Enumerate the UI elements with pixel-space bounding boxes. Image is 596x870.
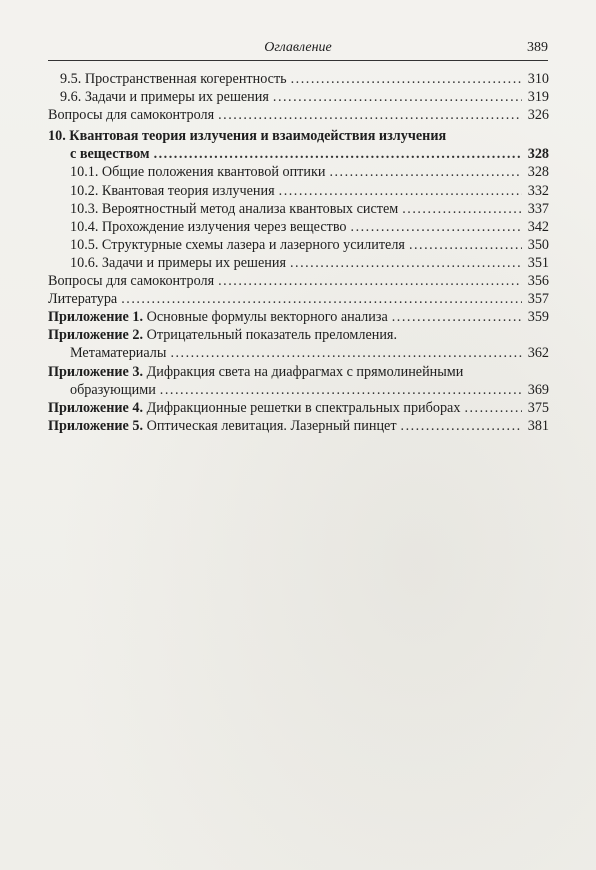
toc-entry[interactable] [48, 163, 549, 181]
dot-leader [291, 70, 522, 88]
toc-entry-text: Вопросы для самоконтроля [48, 273, 215, 290]
toc-entry-title [70, 381, 156, 399]
toc-entry-title [70, 344, 166, 362]
toc-entry-title [60, 88, 269, 106]
toc-line [48, 363, 549, 381]
appendix-label: Приложение 2. [48, 327, 144, 344]
toc-entry-title [48, 272, 214, 290]
appendix-label: Приложение 4. [48, 399, 144, 416]
toc-entry-text: 10.1. Общие положения квантовой оптики [70, 164, 326, 181]
toc-entry-text: Основные формулы векторного анализа [143, 309, 388, 326]
toc-page-number: 350 [527, 236, 549, 253]
toc-entry[interactable] [48, 182, 549, 200]
appendix-label: Приложение 1. [48, 309, 144, 326]
toc-page-number: 356 [527, 273, 549, 290]
dot-leader [273, 88, 522, 106]
toc-page-number: 332 [527, 182, 549, 199]
toc-entry[interactable] [48, 326, 549, 362]
toc-entry-title [70, 200, 398, 218]
toc-entry[interactable] [48, 127, 549, 163]
toc-page-number: 328 [527, 146, 549, 163]
dot-leader [218, 106, 522, 124]
page-header [48, 38, 548, 61]
toc-page-number: 381 [527, 417, 549, 434]
toc-page-number: 369 [527, 381, 549, 398]
dot-leader [160, 381, 522, 399]
dot-leader [329, 163, 522, 181]
page-number: 389 [527, 40, 548, 55]
toc-line [48, 417, 549, 435]
toc-entry[interactable] [48, 106, 549, 124]
toc-line [48, 236, 549, 254]
dot-leader [401, 417, 522, 435]
dot-leader [170, 344, 522, 362]
toc-page-number: 342 [527, 218, 549, 235]
toc-line [48, 145, 549, 163]
dot-leader [279, 182, 522, 200]
toc-entry-title [70, 182, 275, 200]
toc-entry-text: 9.5. Пространственная когерентность [60, 71, 287, 87]
toc-entry-title [60, 70, 287, 88]
toc-entry[interactable] [48, 290, 549, 308]
toc-entry-text: Вопросы для самоконтроля [48, 107, 215, 124]
dot-leader [409, 236, 522, 254]
toc-entry[interactable] [48, 88, 549, 106]
dot-leader [464, 399, 522, 417]
toc-entry[interactable] [48, 200, 549, 218]
toc-entry-text: Метаматериалы [70, 345, 167, 362]
toc-entry-text: Отрицательный показатель преломления. [143, 327, 398, 344]
toc-entry-text: Оптическая левитация. Лазерный пинцет [143, 417, 397, 434]
toc-entry[interactable] [48, 399, 549, 417]
toc-entry-text: 10.2. Квантовая теория излучения [70, 182, 275, 199]
toc-entry[interactable] [48, 254, 549, 272]
toc-entry-title [48, 106, 214, 124]
toc-entry-title [70, 163, 325, 181]
toc-entry[interactable] [48, 236, 549, 254]
toc-line [48, 88, 549, 106]
toc-page-number: 337 [527, 200, 549, 217]
toc-entry-title [70, 254, 286, 272]
toc-line [48, 399, 549, 417]
toc-line [48, 344, 549, 362]
toc-page-number: 375 [527, 399, 549, 416]
toc-page-number: 357 [527, 291, 549, 308]
toc-page-number: 359 [527, 309, 549, 326]
toc-entry-text: 10.3. Вероятностный метод анализа квантовых систем [70, 200, 399, 217]
toc-line [48, 106, 549, 124]
toc-line [48, 200, 549, 218]
table-of-contents [48, 70, 549, 435]
toc-entry-title [48, 290, 117, 308]
dot-leader [218, 272, 522, 290]
toc-entry[interactable] [48, 417, 549, 435]
toc-entry-title [70, 218, 347, 236]
dot-leader [154, 145, 522, 163]
toc-entry[interactable] [48, 308, 549, 326]
toc-entry-text: 10.4. Прохождение излучения через вещество [70, 218, 347, 235]
toc-page-number: 319 [527, 89, 549, 106]
toc-entry[interactable] [48, 272, 549, 290]
toc-entry[interactable] [48, 218, 549, 236]
toc-line [48, 272, 549, 290]
toc-entry-text: с веществом [70, 146, 150, 163]
toc-entry-text: 10. Квантовая теория излучения и взаимодействия излучения [48, 128, 447, 145]
dot-leader [290, 254, 522, 272]
toc-entry-title [48, 308, 388, 326]
dot-leader [392, 308, 522, 326]
toc-page-number: 351 [527, 254, 549, 271]
toc-line [48, 308, 549, 326]
toc-page-number: 328 [527, 164, 549, 181]
dot-leader [351, 218, 522, 236]
toc-entry-title [48, 326, 397, 344]
toc-entry-text: 9.6. Задачи и примеры их решения [60, 89, 269, 106]
dot-leader [402, 200, 522, 218]
toc-entry-title [48, 127, 446, 145]
toc-entry-text: Дифракционные решетки в спектральных приборах [143, 399, 461, 416]
appendix-label: Приложение 3. [48, 363, 144, 380]
toc-entry-title [70, 145, 150, 163]
dot-leader [121, 290, 522, 308]
toc-line [48, 254, 549, 272]
toc-line [48, 326, 549, 344]
toc-page-number: 310 [527, 71, 549, 87]
toc-page-number: 362 [527, 345, 549, 362]
toc-line [48, 70, 549, 88]
toc-line [48, 163, 549, 181]
toc-line [48, 127, 549, 145]
toc-entry-title [48, 399, 460, 417]
toc-line [48, 290, 549, 308]
toc-entry-text: образующими [70, 381, 156, 398]
toc-line [48, 381, 549, 399]
toc-entry-text: 10.6. Задачи и примеры их решения [70, 254, 286, 271]
toc-entry-text: Литература [48, 291, 118, 308]
toc-line [48, 218, 549, 236]
toc-entry-title [48, 363, 463, 381]
toc-entry-text: 10.5. Структурные схемы лазера и лазерного усилителя [70, 236, 405, 253]
toc-entry[interactable] [48, 70, 549, 88]
toc-entry-title [70, 236, 405, 254]
toc-entry[interactable] [48, 363, 549, 399]
toc-line [48, 182, 549, 200]
appendix-label: Приложение 5. [48, 417, 144, 434]
running-title: Оглавление [264, 40, 332, 55]
toc-entry-text: Дифракция света на диафрагмах с прямолинейными [143, 363, 464, 380]
toc-entry-title [48, 417, 397, 435]
toc-page-number: 326 [527, 107, 549, 124]
